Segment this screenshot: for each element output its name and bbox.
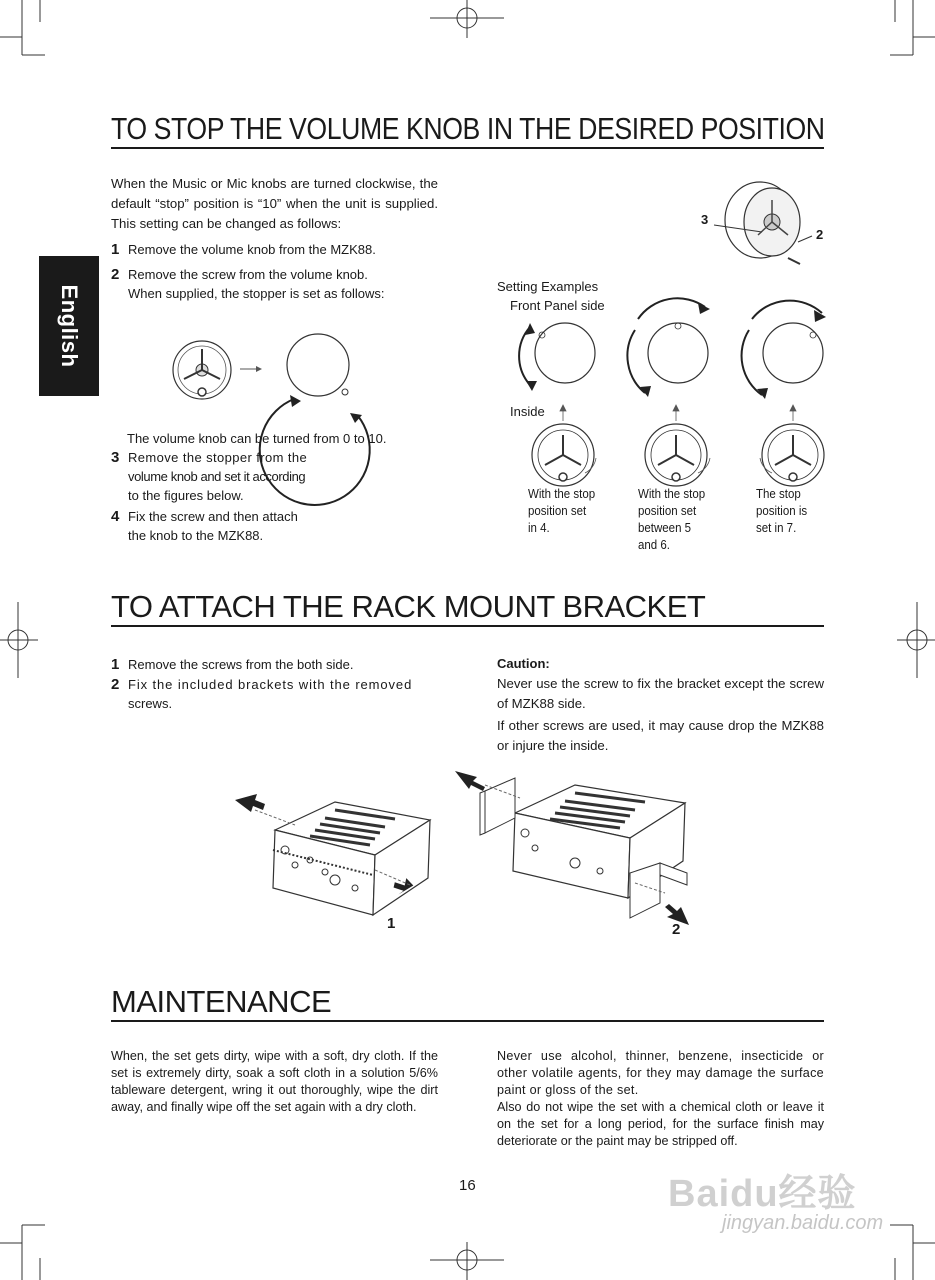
- examples-title: Setting Examples: [497, 279, 599, 294]
- language-tab: [39, 256, 99, 396]
- step-number: 1: [111, 241, 120, 258]
- section-title-rack-mount: TO ATTACH THE RACK MOUNT BRACKET: [111, 589, 706, 624]
- rack-step-1: [111, 655, 441, 674]
- volume-step-3: [111, 448, 326, 505]
- maintenance-right-text: [497, 1048, 824, 1150]
- step-number: 1: [111, 656, 120, 673]
- rack-figure-2: [455, 763, 695, 923]
- example-caption-1: [528, 486, 595, 537]
- inside-label: Inside: [510, 404, 545, 419]
- volume-step-2: [111, 265, 441, 303]
- watermark-brand: Baidu经验: [668, 1173, 857, 1215]
- caption-line: in 4.: [528, 521, 550, 535]
- rack-figure-1-label: 1: [387, 915, 396, 932]
- maintenance-right-paragraph: Also do not wipe the set with a chemical cloth or leave it on the set for a long period, for the surface finish may deteriorate or the paint may be stripped off.: [497, 1100, 824, 1148]
- step-text: the knob to the MZK88.: [128, 528, 264, 543]
- example-caption-3: [756, 486, 807, 537]
- knob-screw-figure: [700, 180, 830, 280]
- example-caption-2: [638, 486, 705, 554]
- caption-line: With the stop: [528, 487, 596, 501]
- caption-line: between 5: [638, 521, 692, 535]
- section-rule: [111, 625, 824, 627]
- step-number: 2: [111, 266, 120, 283]
- step-text: Fix the included brackets with the removed: [128, 677, 413, 692]
- knob-range-note: The volume knob can be turned from 0 to 10.: [127, 431, 387, 446]
- section-rule: [111, 1020, 824, 1022]
- page-number: 16: [459, 1177, 476, 1194]
- step-text: Remove the volume knob from the MZK88.: [128, 242, 376, 257]
- rack-step-2: [111, 675, 441, 713]
- caution-text-2: If other screws are used, it may cause drop the MZK88 or injure the inside.: [497, 718, 824, 753]
- watermark-url: jingyan.baidu.com: [722, 1212, 884, 1234]
- callout-2: 2: [816, 227, 824, 242]
- section-title-volume-knob: TO STOP THE VOLUME KNOB IN THE DESIRED POSITION: [111, 111, 825, 146]
- caution-title: Caution:: [497, 656, 550, 671]
- callout-3: 3: [701, 212, 709, 227]
- maintenance-right-paragraph: Never use alcohol, thinner, benzene, insecticide or other volatile agents, for they may damage the surface paint or gloss of the set.: [497, 1049, 824, 1097]
- caption-line: position set: [638, 504, 697, 518]
- rack-figure-2-label: 2: [672, 921, 681, 938]
- section-rule: [111, 147, 824, 149]
- step-number: 3: [111, 449, 120, 466]
- caution-text: Never use the screw to fix the bracket except the screw of MZK88 side.: [497, 676, 824, 711]
- caption-line: With the stop: [638, 487, 706, 501]
- step-number: 4: [111, 508, 120, 525]
- step-number: 2: [111, 676, 120, 693]
- step-text: When supplied, the stopper is set as follows:: [128, 286, 385, 301]
- step-text: Remove the screws from the both side.: [128, 657, 354, 672]
- step-text: Remove the screw from the volume knob.: [128, 267, 368, 282]
- step-text: Remove the stopper from the: [128, 450, 308, 465]
- section-title-maintenance: MAINTENANCE: [111, 984, 332, 1019]
- default-stopper-figure: [170, 327, 410, 437]
- step-text: volume knob and set it according: [128, 469, 306, 484]
- caption-line: position set: [528, 504, 587, 518]
- maintenance-left-text: When, the set gets dirty, wipe with a soft, dry cloth. If the set is extremely dirty, soak a soft cloth in a solution 5/6% tableware detergent, wring it out thoroughly, wipe the dirt away, and finally wipe off the set again with a dry cloth.: [111, 1049, 438, 1114]
- step-text: screws.: [128, 696, 173, 711]
- volume-step-1: [111, 240, 441, 259]
- volume-intro-text: When the Music or Mic knobs are turned clockwise, the default “stop” position is “10” when the unit is supplied. This setting can be changed as follows:: [111, 176, 438, 231]
- rack-figure-1: [235, 780, 435, 930]
- setting-examples-figure: [500, 295, 840, 485]
- step-text: to the figures below.: [128, 488, 244, 503]
- step-text: Fix the screw and then attach: [128, 509, 298, 524]
- caption-line: and 6.: [638, 538, 670, 552]
- volume-step-4: [111, 507, 326, 545]
- caption-line: set in 7.: [756, 521, 797, 535]
- language-tab-label: English: [57, 284, 82, 368]
- caption-line: position is: [756, 504, 808, 518]
- caption-line: The stop: [756, 487, 801, 501]
- front-panel-label: Front Panel side: [510, 298, 605, 313]
